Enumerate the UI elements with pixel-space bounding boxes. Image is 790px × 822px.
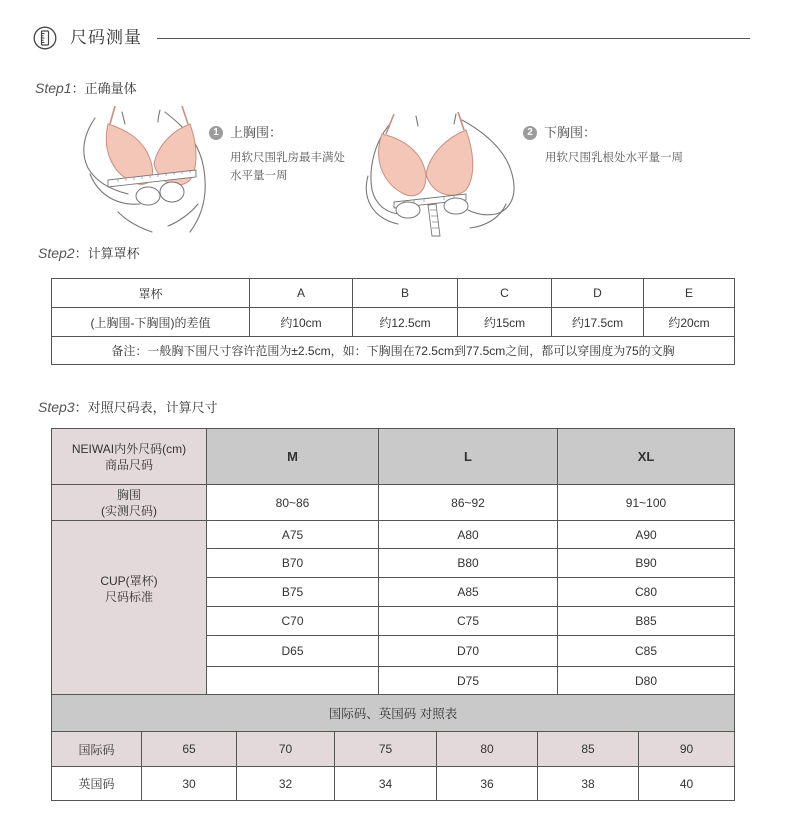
cup-cell: C85 xyxy=(558,636,735,667)
international-size-label: 国际码 xyxy=(52,732,142,767)
description-line: 用软尺围乳房最丰满处 xyxy=(230,152,345,164)
cup-cell: A80 xyxy=(379,521,558,549)
uk-size-cell: 40 xyxy=(639,767,735,801)
cup-diff-c: 约15cm xyxy=(458,308,552,337)
cup-letter-e: E xyxy=(644,279,735,308)
chest-m: 80~86 xyxy=(207,485,379,521)
size-header-m: M xyxy=(207,429,379,485)
international-size-cell: 85 xyxy=(538,732,639,767)
uk-size-label: 英国码 xyxy=(52,767,142,801)
uk-size-cell: 38 xyxy=(538,767,639,801)
cup-standard-label xyxy=(52,521,207,695)
upper-bust-title: 上胸围： xyxy=(230,125,283,140)
international-size-cell: 75 xyxy=(335,732,437,767)
description-line: 用软尺围乳根处水平量一周 xyxy=(545,152,683,164)
cup-letter-d: D xyxy=(552,279,644,308)
cup-cell: B85 xyxy=(558,607,735,636)
size-table xyxy=(51,428,735,695)
cup-letter-a: A xyxy=(250,279,353,308)
table-row xyxy=(52,279,735,308)
step3-heading xyxy=(38,398,218,417)
under-bust-illustration xyxy=(360,110,525,240)
cup-cell: D70 xyxy=(379,636,558,667)
step-label: Step3 xyxy=(38,399,75,415)
step1-heading xyxy=(35,79,137,98)
chest-label xyxy=(52,485,207,521)
table-header-row xyxy=(52,429,735,485)
uk-size-cell: 30 xyxy=(142,767,237,801)
step-title: ：计算罩杯 xyxy=(74,246,140,261)
step-title: ：正确量体 xyxy=(71,81,137,96)
under-bust-description xyxy=(545,149,683,167)
size-table-corner xyxy=(52,429,207,485)
size-header-l: L xyxy=(379,429,558,485)
upper-bust-description xyxy=(230,149,345,185)
international-size-cell: 70 xyxy=(237,732,335,767)
cup-cell: D65 xyxy=(207,636,379,667)
chest-xl: 91~100 xyxy=(558,485,735,521)
ruler-icon xyxy=(33,26,57,50)
cup-cell: B70 xyxy=(207,549,379,578)
cup-label-line: 尺码标准 xyxy=(104,589,153,604)
cup-diff-e: 约20cm xyxy=(644,308,735,337)
upper-bust-illustration xyxy=(78,104,218,238)
chest-l: 86~92 xyxy=(379,485,558,521)
chest-label-line: 胸围 xyxy=(116,487,141,502)
table-row xyxy=(52,485,735,521)
cup-diff-label: (上胸围-下胸围)的差值 xyxy=(52,308,250,337)
cup-letter-b: B xyxy=(353,279,458,308)
step-label: Step2 xyxy=(38,245,75,261)
cup-calculation-table xyxy=(51,278,735,365)
page-title: 尺码测量 xyxy=(70,28,142,47)
cup-header-label: 罩杯 xyxy=(52,279,250,308)
corner-line: 商品尺码 xyxy=(104,457,153,472)
cup-cell xyxy=(207,667,379,695)
cup-cell: C80 xyxy=(558,578,735,607)
cup-cell: D75 xyxy=(379,667,558,695)
table-row xyxy=(52,521,735,549)
size-conversion-table xyxy=(51,694,735,801)
cup-cell: C75 xyxy=(379,607,558,636)
table-row xyxy=(52,337,735,365)
size-header-xl: XL xyxy=(558,429,735,485)
table-row xyxy=(52,767,735,801)
cup-cell: D80 xyxy=(558,667,735,695)
cup-table-note: 备注：一般胸下围尺寸容许范围为±2.5cm，如：下胸围在72.5cm到77.5cm之间，都可以穿围度为75的文胸 xyxy=(52,337,735,365)
uk-size-cell: 34 xyxy=(335,767,437,801)
cup-cell: A75 xyxy=(207,521,379,549)
table-row xyxy=(52,695,735,732)
international-size-cell: 80 xyxy=(437,732,538,767)
step-label: Step1 xyxy=(35,80,72,96)
cup-diff-d: 约17.5cm xyxy=(552,308,644,337)
table-row xyxy=(52,732,735,767)
description-line: 水平量一周 xyxy=(230,170,288,182)
header-divider xyxy=(157,38,750,39)
cup-cell: B90 xyxy=(558,549,735,578)
cup-cell: B75 xyxy=(207,578,379,607)
step2-heading xyxy=(38,244,140,263)
step-number-2-icon: 2 xyxy=(523,126,537,140)
cup-letter-c: C xyxy=(458,279,552,308)
under-bust-title: 下胸围： xyxy=(544,125,597,140)
cup-diff-a: 约10cm xyxy=(250,308,353,337)
cup-cell: C70 xyxy=(207,607,379,636)
chest-label-line: (实测尺码) xyxy=(101,503,157,518)
cup-cell: A85 xyxy=(379,578,558,607)
cup-diff-b: 约12.5cm xyxy=(353,308,458,337)
conversion-table-title: 国际码、英国码 对照表 xyxy=(52,695,735,732)
uk-size-cell: 32 xyxy=(237,767,335,801)
cup-cell: B80 xyxy=(379,549,558,578)
corner-line: NEIWAI内外尺码(cm) xyxy=(71,441,187,456)
international-size-cell: 90 xyxy=(639,732,735,767)
step-number-1-icon: 1 xyxy=(209,126,223,140)
uk-size-cell: 36 xyxy=(437,767,538,801)
step-title: ：对照尺码表，计算尺寸 xyxy=(74,400,218,415)
cup-label-line: CUP(罩杯) xyxy=(100,573,158,588)
international-size-cell: 65 xyxy=(142,732,237,767)
cup-cell: A90 xyxy=(558,521,735,549)
table-row xyxy=(52,308,735,337)
